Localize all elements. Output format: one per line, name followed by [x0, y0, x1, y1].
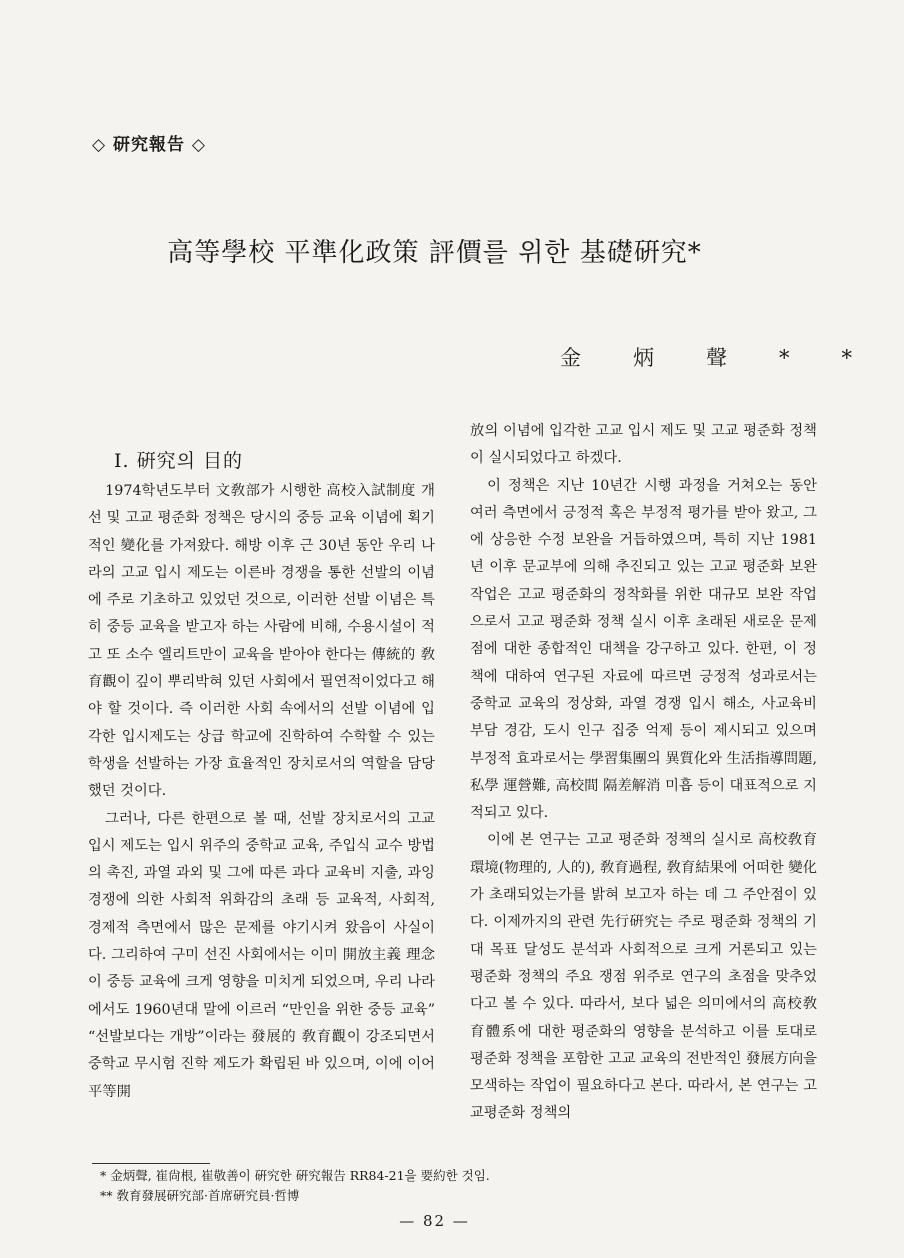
paragraph: 1974학년도부터 文敎部가 시행한 高校入試制度 개선 및 고교 평준화 정책은 당시의 중등 교육 이념에 획기적인 變化를 가져왔다. 해방 이후 근 30년 동안 우리 나라의 고교 입시 제도는 이른바 경쟁을 통한 선발의 이념에 주로 기초하고 있었던 것으로, 이러한 선발 이념은 특히 중등 교육을 받고자 하는 사람에 비해, 수용시설이 적고 또 소수 엘리트만이 교육을 받아야 한다는 傳統的 敎育觀이 깊이 뿌리박혀 있던 사회에서 필연적이었다고 해야 할 것이다. 즉 이러한 사회 속에서의 선발 이념에 입각한 입시제도는 상급 학교에 진학하여 수학할 수 있는 학생을 선발하는 가장 효율적인 장치로서의 역할을 담당했던 것이다. [88, 483, 435, 800]
left-column [88, 478, 435, 1106]
footnote: ** 敎育發展硏究部·首席硏究員·哲博 [100, 1188, 300, 1203]
footnote: * 金炳聲, 崔尙根, 崔敬善이 硏究한 硏究報告 RR84-21을 要約한 것임. [100, 1168, 490, 1183]
article-title: 高等學校 平準化政策 評價를 위한 基礎硏究* [167, 238, 702, 268]
paragraph: 이에 본 연구는 고교 평준화 정책의 실시로 高校敎育環境(物理的, 人的), 敎育過程, 敎育結果에 어떠한 變化가 초래되었는가를 밝혀 보고자 하는 데 그 주안점이 있다. 이제까지의 관련 先行硏究는 주로 평준화 정책의 기대 목표 달성도 분석과 사회적으로 크게 거론되고 있는 평준화 정책의 주요 쟁점 위주로 연구의 초점을 맞추었다고 볼 수 있다. 따라서, 보다 넓은 의미에서의 高校敎育體系에 대한 평준화의 영향을 분석하고 이를 토대로 평준화 정책을 포함한 고교 교육의 전반적인 發展方向을 모색하는 작업이 필요하다고 본다. 따라서, 본 연구는 고교평준화 정책의 [470, 832, 817, 1122]
paragraph: 이 정책은 지난 10년간 시행 과정을 거쳐오는 동안 여러 측면에서 긍정적 혹은 부정적 평가를 받아 왔고, 그에 상응한 수정 보완을 거듭하였으며, 특히 지난 1981년 이후 문교부에 의해 추진되고 있는 고교 평준화 보완 작업은 고교 평준화의 정착화를 위한 대규모 보완 작업으로서 고교 평준화 정책 실시 이후 초래된 새로운 문제점에 대한 종합적인 대책을 강구하고 있다. 한편, 이 정책에 대하여 연구된 자료에 따르면 긍정적 성과로서는 중학교 교육의 정상화, 과열 경쟁 입시 해소, 사교육비 부담 경감, 도시 인구 집중 억제 등이 제시되고 있으며 부정적 효과로서는 學習集團의 異質化와 生活指導問題, 私學 運營難, 高校間 隔差解消 미흡 등이 대표적으로 지적되고 있다. [470, 477, 817, 822]
right-column [470, 418, 817, 1128]
footnote-divider [92, 1163, 210, 1164]
footnotes [100, 1166, 490, 1206]
paragraph-continued: 放의 이념에 입각한 고교 입시 제도 및 고교 평준화 정책이 실시되었다고 하겠다. [470, 423, 817, 467]
section-heading: Ⅰ. 硏究의 目的 [114, 450, 243, 472]
page-number: — 82 — [399, 1212, 470, 1230]
author-name: 金炳聲** [560, 346, 904, 370]
section-label: ◇ 研究報告 ◇ [92, 135, 206, 155]
paragraph: 그러나, 다른 한편으로 볼 때, 선발 장치로서의 고교 입시 제도는 입시 위주의 중학교 교육, 주입식 교수 방법의 촉진, 과열 과외 및 그에 따른 과다 교육비 지출, 과잉 경쟁에 의한 사회적 위화감의 초래 등 교육적, 사회적, 경제적 측면에서 많은 문제를 야기시켜 왔음이 사실이다. 그리하여 구미 선진 사회에서는 이미 開放主義 理念이 중등 교육에 크게 영향을 미치게 되었으며, 우리 나라에서도 1960년대 말에 이르러 “만인을 위한 중등 교육” “선발보다는 개방”이라는 發展的 敎育觀이 강조되면서 중학교 무시험 진학 제도가 확립된 바 있으며, 이에 이어 平等開 [88, 810, 435, 1100]
